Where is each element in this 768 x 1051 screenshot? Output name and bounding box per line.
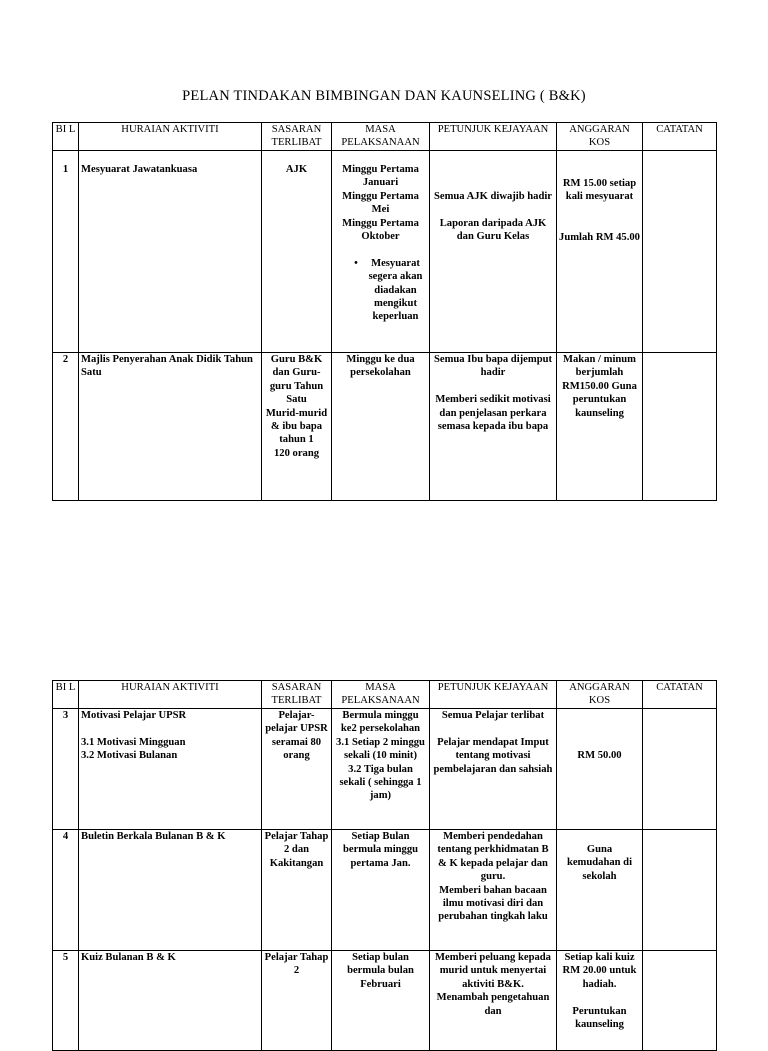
row-number: 3 (53, 709, 79, 830)
activity-description (79, 709, 262, 830)
schedule-line: Minggu Pertama Oktober (342, 217, 419, 243)
schedule-line: Minggu Pertama Mei (342, 190, 419, 216)
row-number: 1 (53, 151, 79, 353)
cost-estimate: Guna kemudahan di sekolah (557, 830, 643, 951)
table-row (53, 951, 717, 1051)
row-number: 5 (53, 951, 79, 1051)
indicator-line: Pelajar mendapat Imput tentang motivasi pembelajaran dan sahsiah (433, 736, 553, 775)
table-header-row (53, 681, 717, 709)
cost-estimate: RM 50.00 (557, 709, 643, 830)
target-line: 120 orang (273, 447, 320, 459)
remarks (643, 353, 717, 501)
header-sasaran-terlibat: SASARAN TERLIBAT (262, 681, 332, 709)
table-row (53, 151, 717, 353)
indicator-line: Memberi peluang kepada murid untuk menyertai aktiviti B&K. (435, 952, 551, 990)
success-indicator (430, 353, 557, 501)
schedule-line: Minggu Pertama Januari (342, 164, 419, 189)
header-sasaran-terlibat: SASARAN TERLIBAT (262, 123, 332, 151)
indicator-line: Semua AJK diwajib hadir (433, 191, 553, 202)
target-group: Pelajar Tahap 2 (262, 951, 332, 1051)
bullet-text: Mesyuarat segera akan diadakan mengikut keperluan (368, 257, 423, 323)
success-indicator (430, 830, 557, 951)
indicator-line: Menambah pengetahuan dan (436, 992, 550, 1017)
remarks (643, 151, 717, 353)
indicator-line: Memberi bahan bacaan ilmu motivasi diri dan perubahan tingkah laku (438, 884, 548, 923)
indicator-line: Laporan daripada AJK dan Guru Kelas (439, 217, 547, 243)
remarks (643, 830, 717, 951)
schedule (332, 709, 430, 830)
remarks (643, 951, 717, 1051)
cost-line: Jumlah RM 45.00 (559, 231, 640, 243)
cost-estimate (557, 151, 643, 353)
header-masa-pelaksanaan: MASA PELAKSANAAN (332, 681, 430, 709)
header-catatan: CATATAN (643, 681, 717, 709)
schedule (332, 151, 430, 353)
activity-description: Kuiz Bulanan B & K (79, 951, 262, 1051)
schedule-line: 3.2 Tiga bulan sekali ( sehingga 1 jam) (339, 763, 422, 802)
header-masa-pelaksanaan: MASA PELAKSANAAN (332, 123, 430, 151)
document-title: PELAN TINDAKAN BIMBINGAN DAN KAUNSELING ( B&K) (182, 88, 586, 104)
header-bil: BI L (53, 123, 79, 151)
header-huraian-aktiviti: HURAIAN AKTIVITI (79, 123, 262, 151)
target-line: Guru B&K dan Guru-guru Tahun Satu (269, 354, 324, 406)
bullet-icon: • (354, 257, 358, 269)
activity-description: Majlis Penyerahan Anak Didik Tahun Satu (79, 353, 262, 501)
cost-estimate: Makan / minum berjumlah RM150.00 Guna peruntukan kaunseling (557, 353, 643, 501)
success-indicator (430, 151, 557, 353)
schedule: Setiap Bulan bermula minggu pertama Jan. (332, 830, 430, 951)
header-anggaran-kos: ANGGARAN KOS (557, 681, 643, 709)
target-group: Pelajar Tahap 2 dan Kakitangan (262, 830, 332, 951)
indicator-line: Semua Pelajar terlibat (441, 710, 545, 721)
indicator-line: Memberi pendedahan tentang perkhidmatan B & K kepada pelajar dan guru. (437, 831, 549, 883)
header-anggaran-kos: ANGGARAN KOS (557, 123, 643, 151)
remarks (643, 709, 717, 830)
activity-line: Motivasi Pelajar UPSR (81, 710, 187, 721)
activity-line: 3.2 Motivasi Bulanan (81, 750, 178, 762)
indicator-line: Memberi sedikit motivasi dan penjelasan perkara semasa kepada ibu bapa (435, 394, 551, 433)
action-plan-table-1 (52, 122, 717, 501)
row-number: 2 (53, 353, 79, 501)
success-indicator (430, 951, 557, 1051)
header-petunjuk-kejayaan: PETUNJUK KEJAYAAN (430, 123, 557, 151)
activity-description: Mesyuarat Jawatankuasa (79, 151, 262, 353)
success-indicator (430, 709, 557, 830)
schedule-line: Bermula minggu ke2 persekolahan (340, 710, 421, 735)
schedule: Setiap bulan bermula bulan Februari (332, 951, 430, 1051)
activity-line: 3.1 Motivasi Mingguan (81, 736, 186, 748)
target-group (262, 353, 332, 501)
table-row (53, 353, 717, 501)
schedule-line: 3.1 Setiap 2 minggu sekali (10 minit) (336, 736, 425, 762)
action-plan-table-2 (52, 680, 717, 1051)
target-group: AJK (262, 151, 332, 353)
header-bil: BI L (53, 681, 79, 709)
row-number: 4 (53, 830, 79, 951)
cost-estimate (557, 951, 643, 1051)
bullet-item (334, 257, 427, 324)
header-petunjuk-kejayaan: PETUNJUK KEJAYAAN (430, 681, 557, 709)
cost-line: Setiap kali kuiz RM 20.00 untuk hadiah. (562, 952, 637, 990)
table-row (53, 830, 717, 951)
table-row (53, 709, 717, 830)
cost-line: RM 15.00 setiap kali mesyuarat (562, 178, 637, 203)
table-header-row (53, 123, 717, 151)
target-group: Pelajar-pelajar UPSR seramai 80 orang (262, 709, 332, 830)
header-huraian-aktiviti: HURAIAN AKTIVITI (79, 681, 262, 709)
indicator-line: Semua Ibu bapa dijemput hadir (433, 354, 553, 379)
activity-description: Buletin Berkala Bulanan B & K (79, 830, 262, 951)
target-line: Murid-murid & ibu bapa tahun 1 (265, 407, 328, 446)
schedule: Minggu ke dua persekolahan (332, 353, 430, 501)
cost-line: Peruntukan kaunseling (572, 1005, 627, 1031)
header-catatan: CATATAN (643, 123, 717, 151)
